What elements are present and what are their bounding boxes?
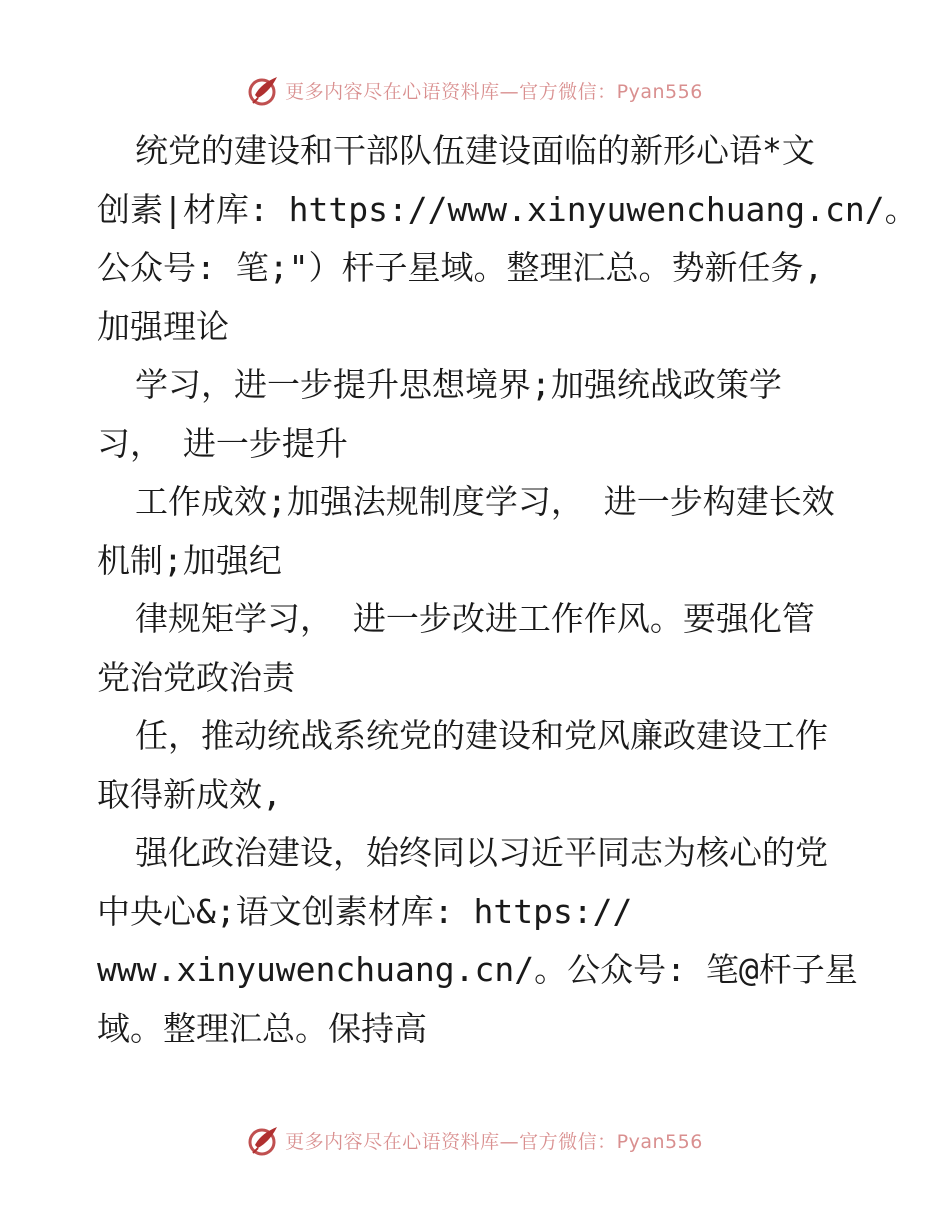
quill-logo-icon	[247, 1123, 281, 1157]
body-line: 创素|材库: https://www.xinyuwenchuang.cn/。	[97, 189, 918, 229]
footer-banner	[0, 1120, 950, 1160]
body-line: 机制;加强纪	[97, 540, 282, 580]
body-line: 域。整理汇总。保持高	[97, 1008, 427, 1048]
body-line: 习， 进一步提升	[97, 423, 348, 463]
body-line: 律规矩学习， 进一步改进工作作风。要强化管	[135, 599, 815, 638]
document-body	[97, 122, 918, 1058]
header-banner-inner	[247, 73, 703, 107]
header-banner	[0, 70, 950, 110]
body-line: 加强理论	[97, 306, 229, 346]
body-line: 党治党政治责	[97, 657, 295, 697]
body-line: www.xinyuwenchuang.cn/。公众号: 笔@杆子星	[97, 950, 858, 989]
body-line: 学习，进一步提升思想境界;加强统战政策学	[135, 365, 782, 404]
body-line: 工作成效;加强法规制度学习， 进一步构建长效	[135, 482, 835, 521]
quill-logo-icon	[247, 73, 281, 107]
header-banner-text: 更多内容尽在心语资料库—官方微信：Pyan556	[285, 80, 703, 103]
body-line: 统党的建设和干部队伍建设面临的新形心语*文	[135, 131, 815, 170]
body-line: 中央心&;语文创素材库: https://	[97, 891, 633, 931]
body-line: 取得新成效,	[97, 774, 282, 814]
body-line: 任，推动统战系统党的建设和党风廉政建设工作	[135, 716, 828, 755]
body-line: 强化政治建设，始终同以习近平同志为核心的党	[135, 833, 828, 872]
footer-banner-text: 更多内容尽在心语资料库—官方微信：Pyan556	[285, 1130, 703, 1153]
body-line: 公众号: 笔;"）杆子星域。整理汇总。势新任务,	[97, 248, 824, 287]
footer-banner-inner	[247, 1123, 703, 1157]
